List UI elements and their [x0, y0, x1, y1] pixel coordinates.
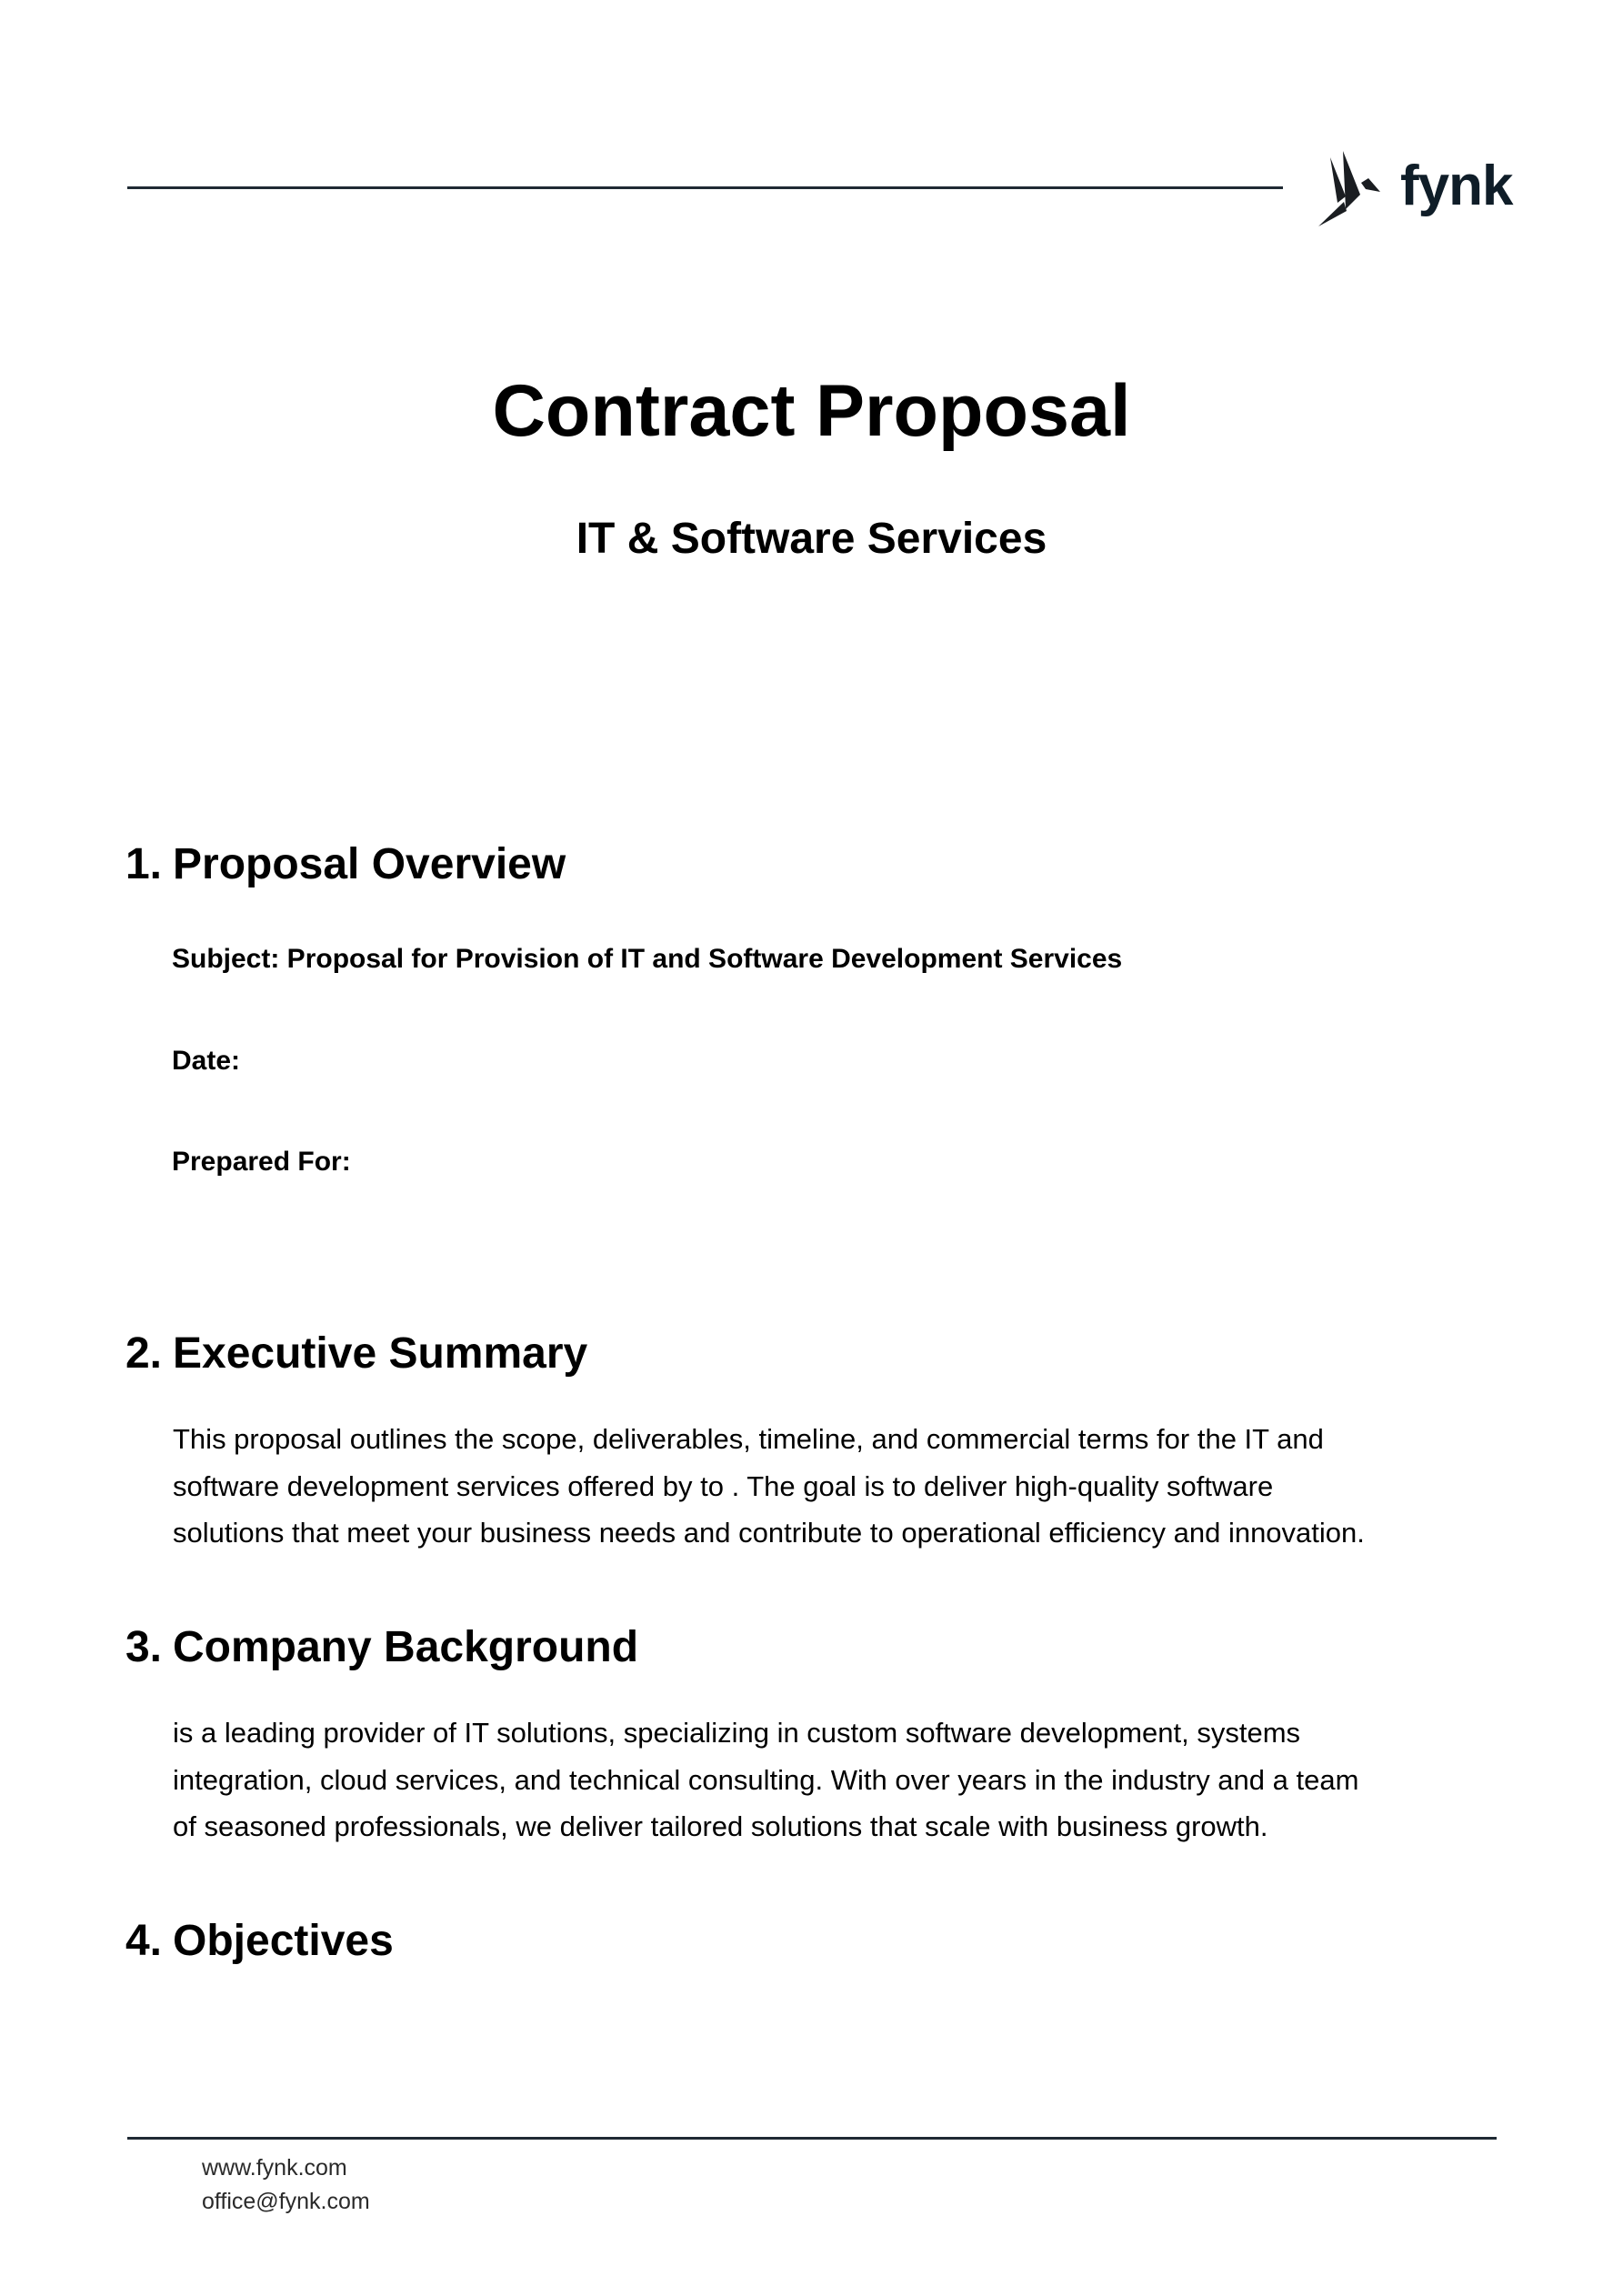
paragraph-line: software development services offered by to . The goal is to deliver high-quality software — [173, 1469, 1274, 1502]
header-divider — [127, 186, 1283, 189]
section-title: Executive Summary — [173, 1329, 588, 1378]
section-title: Proposal Overview — [173, 840, 566, 888]
paragraph-line: of seasoned professionals, we deliver tailored solutions that scale with business growth. — [173, 1810, 1268, 1842]
subject-field: Subject: Proposal for Provision of IT and Software Development Services — [172, 944, 1123, 974]
section-number: 4. — [125, 1917, 162, 1965]
fynk-logo — [1317, 145, 1513, 232]
executive-summary-paragraph — [173, 1416, 1365, 1557]
section-title: Company Background — [173, 1623, 639, 1671]
fynk-logo-text: fynk — [1400, 155, 1513, 217]
paragraph-line: This proposal outlines the scope, deliverables, timeline, and commercial terms for the IT and — [173, 1423, 1324, 1455]
document-subtitle: IT & Software Services — [576, 515, 1047, 563]
company-background-paragraph — [173, 1709, 1358, 1850]
section-number: 1. — [125, 840, 162, 888]
fynk-bird-logo-icon — [1318, 145, 1384, 229]
document-title: Contract Proposal — [492, 370, 1131, 452]
section-number: 3. — [125, 1623, 162, 1671]
paragraph-line: is a leading provider of IT solutions, specializing in custom software development, systems — [173, 1717, 1301, 1749]
paragraph-line: solutions that meet your business needs and contribute to operational efficiency and innovation. — [173, 1517, 1365, 1549]
date-field: Date: — [172, 1046, 241, 1076]
footer-email-link[interactable]: office@fynk.com — [202, 2189, 370, 2214]
section-number: 2. — [125, 1329, 162, 1378]
footer-contact — [202, 2151, 370, 2219]
prepared-for-field: Prepared For: — [172, 1147, 351, 1177]
footer-divider — [127, 2137, 1497, 2140]
section-title: Objectives — [173, 1917, 394, 1965]
paragraph-line: integration, cloud services, and technical consulting. With over years in the industry and a team — [173, 1763, 1359, 1796]
footer-website-link[interactable]: www.fynk.com — [202, 2155, 347, 2181]
